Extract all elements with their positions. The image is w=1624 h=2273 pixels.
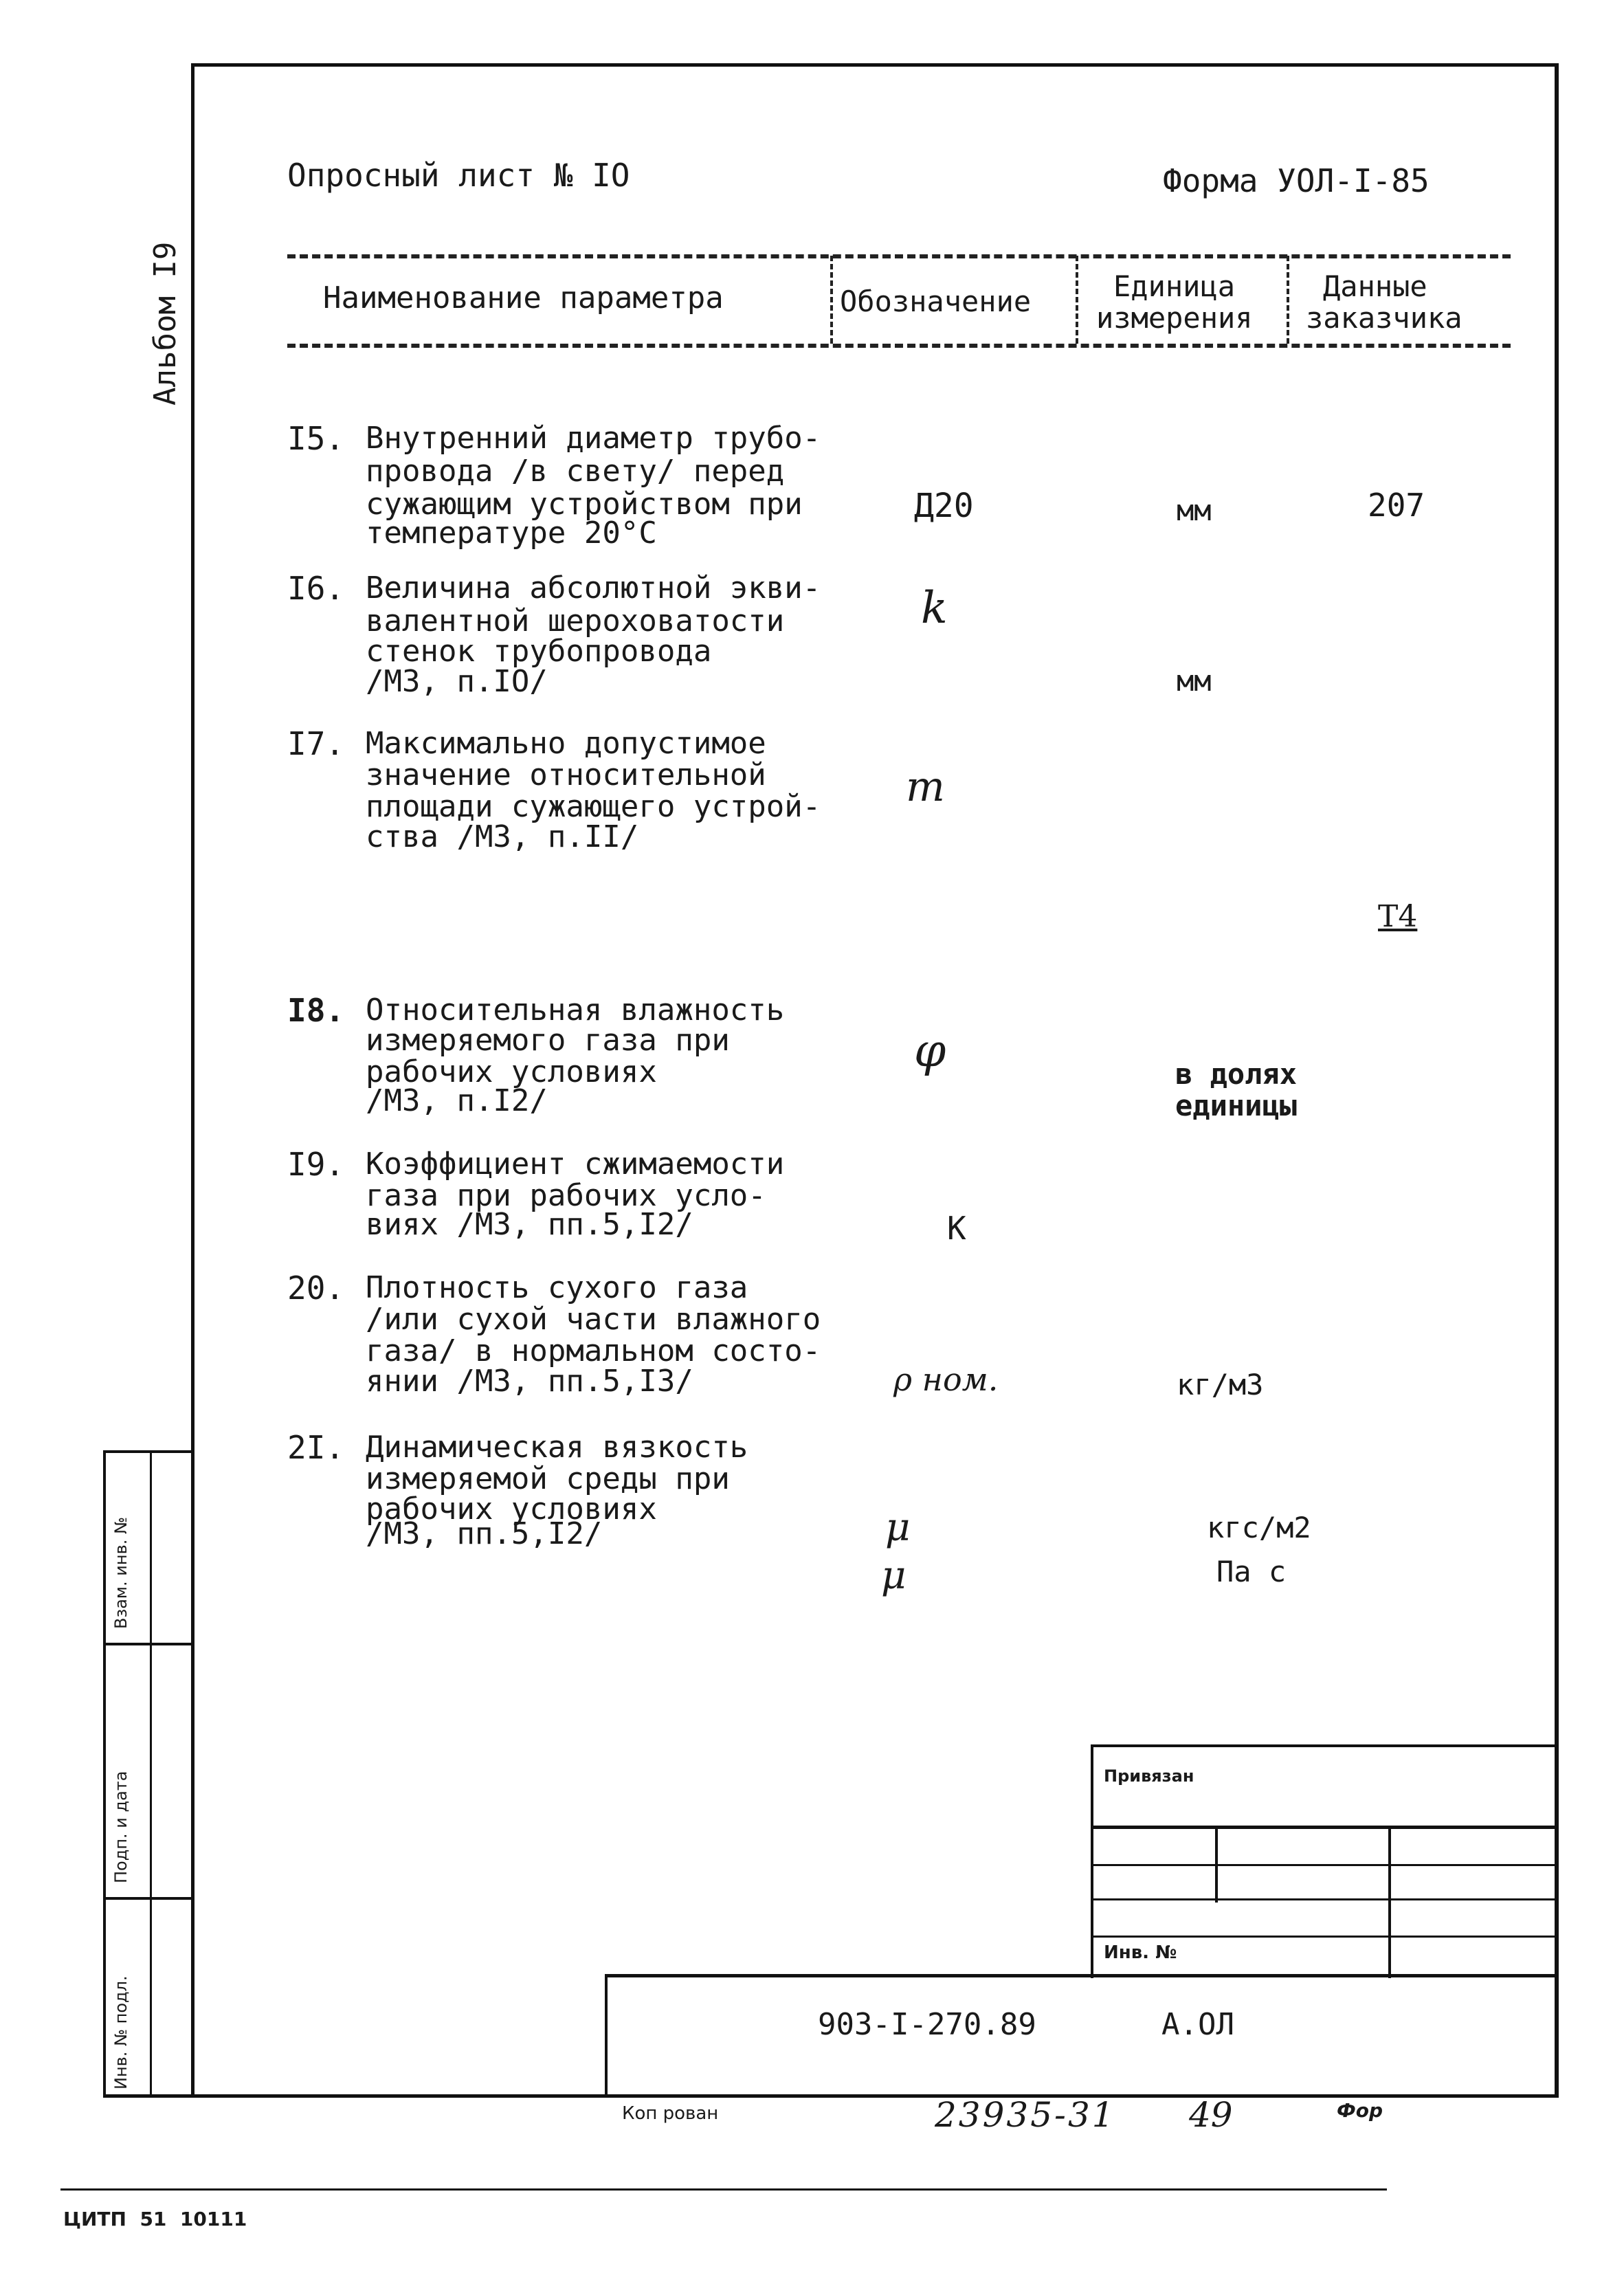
item-unit: мм <box>1177 664 1212 698</box>
col-symbol-header: Обозначение <box>840 285 1032 318</box>
item-text-line: газа/ в нормальном состо- <box>366 1333 821 1368</box>
item-number: I7. <box>287 725 345 762</box>
item-symbol: К <box>947 1210 966 1247</box>
footer-page: 49 <box>1189 2095 1233 2135</box>
stamp-row-4 <box>1091 1936 1558 1938</box>
strip-sep-1 <box>103 1643 192 1645</box>
stamp-row-2 <box>1091 1864 1558 1866</box>
stamp-col-1 <box>1215 1826 1218 1903</box>
stamp-top <box>1091 1744 1558 1747</box>
item-text-line: /МЗ, п.IO/ <box>366 664 548 699</box>
item-text-line: валентной шероховатости <box>366 603 785 639</box>
strip-sep-2 <box>103 1897 192 1900</box>
item-text-line: янии /МЗ, пп.5,I3/ <box>366 1364 693 1399</box>
col-sep-1 <box>830 256 833 344</box>
stamp-left <box>1091 1744 1093 1978</box>
item-value: 207 <box>1368 487 1425 524</box>
album-label: Альбом I9 <box>148 241 183 406</box>
item-text-line: измеряемого газа при <box>366 1023 730 1058</box>
item-text-line: Относительная влажность <box>366 993 785 1028</box>
strip-label-3: Инв. № подл. <box>111 1975 131 2089</box>
item-text-line: сужающим устройством при <box>366 487 803 522</box>
item-number: 20. <box>287 1269 345 1307</box>
item-text-line: /МЗ, п.I2/ <box>366 1083 548 1118</box>
item-text-line: измеряемой среды при <box>366 1461 730 1496</box>
frame-top <box>191 63 1559 67</box>
frame-left <box>191 63 194 2096</box>
item-text-line: Максимально допустимое <box>366 726 766 761</box>
item-symbol: μ <box>885 1505 911 1550</box>
item-text-line: провода /в свету/ перед <box>366 454 785 489</box>
col-data-header-2: заказчика <box>1306 301 1462 335</box>
item-text-line: ства /МЗ, п.II/ <box>366 819 639 854</box>
footer-rule <box>60 2188 1387 2191</box>
item-number: I5. <box>287 420 345 457</box>
strip-top <box>103 1450 192 1453</box>
item-unit: мм <box>1177 494 1212 527</box>
col-sep-2 <box>1076 256 1078 344</box>
item-number: I9. <box>287 1146 345 1183</box>
stamp-row-1 <box>1091 1826 1558 1829</box>
item-text-line: значение относительной <box>366 757 766 792</box>
form-code: Форма УОЛ-I-85 <box>1163 162 1430 199</box>
stamp-col-2 <box>1388 1826 1391 1978</box>
col-param-header: Наименование параметра <box>323 280 724 315</box>
item-symbol: m <box>906 763 945 811</box>
sheet-title: Опросный лист № IO <box>287 157 630 194</box>
item-text-line: /МЗ, пп.5,I2/ <box>366 1516 603 1551</box>
stamp-bound-label: Привязан <box>1104 1766 1194 1786</box>
footer-copied: Коп рован <box>622 2103 719 2124</box>
item-text-line: Величина абсолютной экви- <box>366 570 821 606</box>
table-header-top-line <box>287 254 1511 258</box>
item-text-line: газа при рабочих усло- <box>366 1178 766 1213</box>
col-sep-3 <box>1287 256 1289 344</box>
footer-format: Фор <box>1337 2099 1383 2122</box>
item-text-line: температуре 20°С <box>366 515 657 551</box>
item-text-line: виях /МЗ, пп.5,I2/ <box>366 1207 693 1242</box>
code-block-left <box>605 1974 608 2096</box>
sheet-code: А.ОЛ <box>1161 2007 1234 2042</box>
frame-right <box>1555 63 1559 2098</box>
item-number: 2I. <box>287 1429 345 1466</box>
item-symbol: Д20 <box>914 487 974 525</box>
item-text-line: площади сужающего устрой- <box>366 789 821 824</box>
strip-label-2: Подп. и дата <box>111 1771 131 1883</box>
item-symbol: φ <box>914 1024 946 1077</box>
item-text-line: рабочих условиях <box>366 1492 657 1527</box>
frame-bottom <box>103 2094 1559 2098</box>
stamp-inv-label: Инв. № <box>1104 1942 1177 1963</box>
doc-code: 903-I-270.89 <box>818 2007 1036 2042</box>
item-symbol: ρ ном. <box>893 1361 999 1398</box>
item-text-line: стенок трубопровода <box>366 634 712 669</box>
item-symbol: k <box>921 583 948 634</box>
item-number: I8. <box>287 992 345 1029</box>
item-unit: в долях единицы <box>1175 1057 1298 1122</box>
item-unit: кгс/м2 <box>1207 1511 1311 1544</box>
footer-order: 23935-31 <box>935 2095 1116 2135</box>
item-unit-2: Па с <box>1216 1555 1287 1588</box>
item-text-line: Внутренний диаметр трубо- <box>366 421 821 456</box>
item-text-line: Плотность сухого газа <box>366 1270 748 1305</box>
mark-t4: Т4 <box>1378 899 1418 934</box>
item-number: I6. <box>287 570 345 607</box>
item-text-line: Динамическая вязкость <box>366 1430 748 1465</box>
item-unit: кг/м3 <box>1177 1368 1264 1401</box>
col-unit-header-1: Единица <box>1113 269 1236 303</box>
item-text-line: Коэффициент сжимаемости <box>366 1146 785 1182</box>
table-header-bottom-line <box>287 344 1511 348</box>
strip-label-1: Взам. инв. № <box>111 1517 131 1629</box>
item-text-line: /или сухой части влажного <box>366 1302 821 1337</box>
col-data-header-1: Данные <box>1323 269 1427 303</box>
strip-divider-v <box>150 1450 152 2096</box>
item-text-line: рабочих условиях <box>366 1054 657 1089</box>
stamp-row-3 <box>1091 1898 1558 1900</box>
col-unit-header-2: измерения <box>1096 301 1253 335</box>
code-block-top <box>605 1974 1559 1977</box>
item-symbol-2: μ <box>881 1553 906 1598</box>
strip-left-edge <box>103 1450 106 2096</box>
footer-printer: ЦИТП 51 10111 <box>63 2208 247 2230</box>
